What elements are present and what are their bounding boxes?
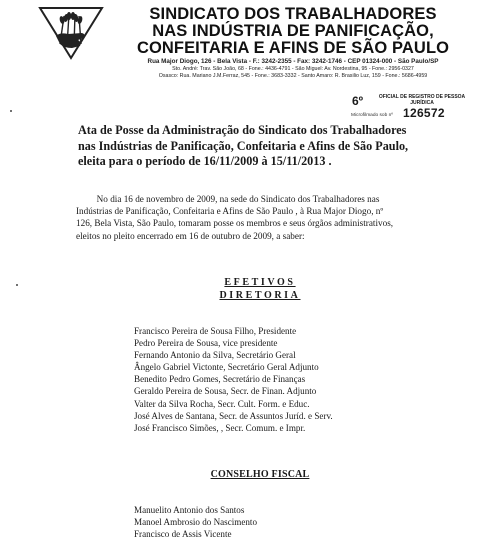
intro-paragraph [76, 193, 480, 242]
list-item: Francisco Pereira de Sousa Filho, Presidente [134, 326, 297, 336]
union-logo-icon [38, 6, 104, 60]
letterhead-address-branch-1: Sto. André: Trav. São João, 68 - Fone.: 4436-4791 - São Miguel: Av. Nordestina, 95 - Fone.: 2956-0327 [172, 66, 414, 72]
list-item: Manoel Ambrosio do Nascimento [134, 517, 258, 528]
title-line: nas Indústrias de Panificação, Confeitaria e Afins de São Paulo, [78, 138, 409, 153]
list-item: Fernando Antonio da Silva, Secretário Geral [134, 350, 296, 361]
microfilm-label: Microfilmado sob nº [351, 113, 394, 118]
registry-office-text: OFICIAL DE REGISTRO DE PESSOA JURÍDICA [378, 94, 466, 106]
scan-speck [16, 284, 18, 286]
efetivos-heading: EFETIVOS [224, 277, 296, 288]
list-item: Benedito Pedro Gomes, Secretário de Finanças [134, 374, 306, 385]
list-item: Geraldo Pereira de Sousa, Secr. de Finan. Adjunto [134, 386, 317, 397]
title-line: eleita para o período de 16/11/2009 à 15/11/2013 . [78, 154, 332, 168]
letterhead-address-branch-2: Osasco: Rua. Mariano J.M.Ferraz, 545 - Fone.: 3683-3332 - Santo Amaro: R. Brasilio Luz, 159 - Fone.: 5686-4959 [158, 73, 428, 79]
list-item: Ângelo Gabriel Victonte, Secretário Geral Adjunto [134, 362, 319, 373]
letterhead-line-1: SINDICATO DOS TRABALHADORES [149, 5, 437, 23]
conselho-list [134, 504, 257, 540]
microfilm-number: 126572 [403, 106, 445, 120]
title-line: Ata de Posse da Administração do Sindicato dos Trabalhadores [78, 123, 407, 137]
list-item: Pedro Pereira de Sousa, vice presidente [134, 338, 278, 349]
conselho-fiscal-heading: CONSELHO FISCAL [210, 469, 310, 480]
paragraph-line: Indústrias de Panificação, Confeitaria e Afins de São Paulo , à Rua Major Diogo, nº [76, 206, 384, 217]
diretoria-heading: DIRETORIA [219, 290, 301, 301]
list-item: Francisco de Assis Vicente [134, 529, 232, 540]
letterhead-address-main: Rua Major Diogo, 126 - Bela Vista - F.: 3242-2355 - Fax: 3242-1746 - CEP 01324-000 - São Paulo/SP [147, 58, 439, 65]
list-item: Valter da Silva Rocha, Secr. Cult. Form. e Educ. [134, 398, 310, 409]
letterhead-line-2: NAS INDÚSTRIA DE PANIFICAÇÃO, [152, 22, 434, 40]
list-item: José Francisco Simões, , Secr. Comum. e Impr. [134, 422, 306, 433]
paragraph-line: No dia 16 de novembro de 2009, na sede do Sindicato dos Trabalhadores nas [76, 194, 380, 204]
letterhead-line-3: CONFEITARIA E AFINS DE SÃO PAULO [136, 39, 450, 57]
registry-office-number: 6º [352, 94, 364, 108]
scan-speck [10, 110, 12, 112]
list-item: José Alves de Santana, Secr. de Assuntos Juríd. e Serv. [134, 410, 333, 421]
diretoria-list [134, 325, 333, 434]
list-item: Manuelito Antonio dos Santos [134, 505, 245, 515]
paragraph-line: eleitos no pleito encerrado em 16 de outubro de 2009, a saber: [76, 230, 305, 241]
document-title [78, 123, 478, 170]
paragraph-line: 126, Bela Vista, São Paulo, tomaram posse os membros e seus órgãos administrativos, [76, 218, 394, 229]
